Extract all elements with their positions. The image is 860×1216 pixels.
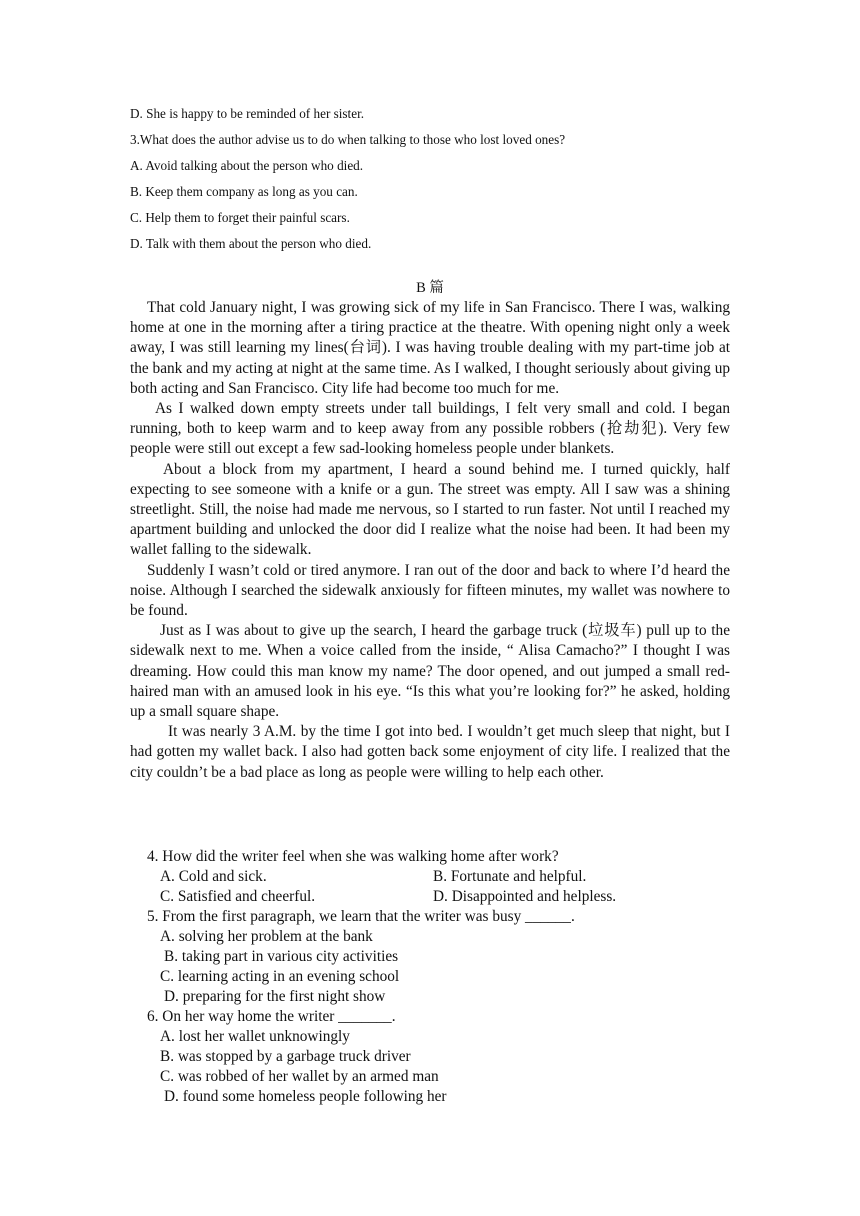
q4-option-d: D. Disappointed and helpless. (433, 888, 617, 905)
q6-option-d: D. found some homeless people following her (164, 1088, 447, 1105)
passage-paragraph-5: Just as I was about to give up the search, I heard the garbage truck (垃圾车) pull up to the sidewalk next to me. When a voice called from the inside, “ Alisa Camacho?” I thought I was dreaming. How could this man know my name? The door opened, and out jumped a small red-haired man with an amused look in his eye. “Is this what you’re looking for?” he asked, holding up a small square shape. (130, 622, 730, 721)
q6-option-c: C. was robbed of her wallet by an armed man (160, 1068, 439, 1085)
q5-option-b: B. taking part in various city activities (164, 948, 399, 965)
q4-option-a: A. Cold and sick. (160, 868, 267, 885)
q3-option-c: C. Help them to forget their painful scars. (130, 210, 350, 225)
q3-option-a: A. Avoid talking about the person who died. (130, 158, 364, 173)
section-title: B 篇 (416, 280, 444, 296)
q3-stem: 3.What does the author advise us to do when talking to those who lost loved ones? (130, 132, 566, 147)
q3-option-d: D. Talk with them about the person who died. (130, 236, 372, 251)
q4-option-c: C. Satisfied and cheerful. (160, 888, 316, 905)
q4-option-b: B. Fortunate and helpful. (433, 868, 587, 885)
q6-option-a: A. lost her wallet unknowingly (160, 1028, 350, 1045)
q6-stem: 6. On her way home the writer _______. (147, 1008, 396, 1025)
passage-paragraph-4: Suddenly I wasn’t cold or tired anymore. I ran out of the door and back to where I’d heard the noise. Although I searched the sidewalk anxiously for fifteen minutes, my wallet was nowhere to be found. (130, 561, 730, 620)
q4-stem: 4. How did the writer feel when she was walking home after work? (147, 848, 559, 865)
passage-paragraph-1: That cold January night, I was growing sick of my life in San Francisco. There I was, walking home at one in the morning after a tiring practice at the theatre. With opening night only a week away, I was still learning my lines(台词). I was having trouble dealing with my part-time job at the bank and my acting at night at the same time. As I walked, I thought seriously about giving up both acting and San Francisco. City life had become too much for me. (130, 299, 730, 397)
q5-option-d: D. preparing for the first night show (164, 988, 386, 1005)
q5-stem: 5. From the first paragraph, we learn that the writer was busy ______. (147, 908, 575, 925)
passage-paragraph-6: It was nearly 3 A.M. by the time I got into bed. I wouldn’t get much sleep that night, but I had gotten my wallet back. I also had gotten back some enjoyment of city life. I realized that the city couldn’t be a bad place as long as people were willing to help each other. (130, 723, 730, 781)
passage (130, 298, 730, 783)
passage-paragraph-3: About a block from my apartment, I heard a sound behind me. I turned quickly, half expecting to see someone with a knife or a gun. The street was empty. All I saw was a shining streetlight. Still, the noise had made me nervous, so I started to run faster. Not until I reached my apartment building and unlocked the door did I realize what the noise had been. It had been my wallet falling to the sidewalk. (130, 460, 730, 559)
q6-option-b: B. was stopped by a garbage truck driver (160, 1048, 411, 1065)
q2-option-d: D. She is happy to be reminded of her sister. (130, 106, 365, 121)
q3-option-b: B. Keep them company as long as you can. (130, 184, 358, 199)
passage-paragraph-2: As I walked down empty streets under tall buildings, I felt very small and cold. I began running, both to keep warm and to keep away from any possible robbers (抢劫犯). Very few people were still out except a few sad-looking homeless people under blankets. (130, 400, 730, 458)
q5-option-a: A. solving her problem at the bank (160, 928, 373, 945)
q5-option-c: C. learning acting in an evening school (160, 968, 400, 985)
